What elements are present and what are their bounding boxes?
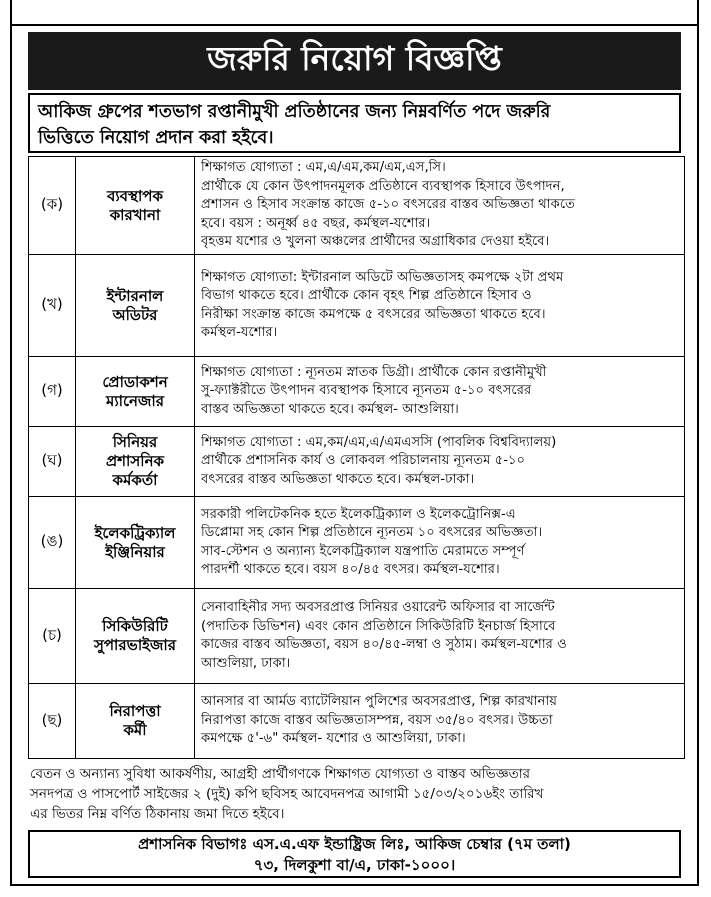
job-post-title (76, 497, 195, 589)
job-description (195, 684, 685, 759)
post-title-line: সুপারভাইজার (93, 636, 177, 654)
post-title-line: ইন্টারনাল (106, 286, 164, 305)
post-title-line: কারখানা (109, 205, 161, 224)
description-line: (পদাতিক ডিভিশন) এবং কোন প্রতিষ্ঠানে সিকিউরিটি ইনচার্জ হিসাবে (201, 618, 556, 634)
job-number: (চ) (29, 589, 76, 684)
job-number: (খ) (29, 255, 76, 357)
job-number: (ছ) (29, 684, 76, 759)
description-line: সরকারী পলিটেকনিক হতে ইলেকট্রিক্যাল ও ইলেকট্রোনিক্স-এ (201, 506, 516, 522)
job-description (195, 497, 685, 589)
job-number: (ঙ) (29, 497, 76, 589)
description-line: শিক্ষাগত যোগ্যতা: ইন্টারনাল অডিটে অভিজ্ঞতাসহ কমপক্ষে ২টা প্রথম (201, 269, 564, 285)
post-title-line: ব্যবস্থাপক (106, 186, 163, 205)
description-line: শিক্ষাগত যোগ্যতা : ন্যূনতম স্নাতক ডিগ্রী। প্রার্থীকে কোন রপ্তানীমুখী (201, 364, 547, 380)
intro-line: ভিত্তিতে নিয়োগ প্রদান করা হইবে। (38, 128, 274, 148)
intro-box (28, 93, 681, 153)
intro-line: আকিজ গ্রুপের শতভাগ রপ্তানীমুখী প্রতিষ্ঠানের জন্য নিম্নবর্ণিত পদে জরুরি (38, 102, 551, 122)
description-line: ডিপ্লোমা সহ কোন শিল্প প্রতিষ্ঠানে ন্যূনতম ১০ বৎসরের অভিজ্ঞতা। (201, 525, 543, 540)
post-title-line: ইলেকট্রিক্যাল (94, 523, 176, 542)
post-title-line: প্রশাসনিক (105, 452, 165, 470)
job-row (29, 157, 685, 255)
job-row (29, 427, 685, 497)
instruction-line: বেতন ও অন্যান্য সুবিধা আকর্ষণীয়, আগ্রহী প্রার্থীগণকে শিক্ষাগত যোগ্যতা ও বাস্তব অভিজ্ঞতার (30, 766, 531, 782)
instruction-line: এর ভিতর নিম্ন বর্ণিত ঠিকানায় জমা দিতে হইবে। (30, 806, 285, 822)
description-line: প্রশাসন ও হিসাব সংক্রান্ত কাজে ৫-১০ বৎসরের বাস্তব অভিজ্ঞতা থাকতে (201, 197, 576, 213)
job-description (195, 427, 685, 497)
job-description (195, 589, 685, 684)
job-description (195, 357, 685, 427)
job-post-title (76, 427, 195, 497)
post-title-line: ইঞ্জিনিয়ার (105, 542, 165, 561)
description-line: শিক্ষাগত যোগ্যতা : এম,এ/এম,কম/এম,এস,সি। (201, 160, 446, 176)
description-line: সেনাবাহিনীর সদ্য অবসরপ্রাপ্ত সিনিয়র ওয়ারেন্ট অফিসার বা সার্জেন্ট (201, 600, 555, 615)
instruction-line: সনদপত্র ও পাসপোর্ট সাইজের ২ (দুই) কপি ছবিসহ আবেদনপত্র আগামী ১৫/০৩/২০১৬ইং তারিখ (30, 786, 544, 802)
job-row (29, 255, 685, 357)
job-post-title (76, 589, 195, 684)
post-title-line: অডিটর (112, 305, 158, 324)
post-title-line: প্রোডাকশন (102, 372, 168, 391)
description-line: বৃহত্তম যশোর ও খুলনা অঞ্চলের প্রার্থীদের অগ্রাধিকার দেওয়া হইবে। (201, 234, 550, 250)
job-number: (ক) (29, 157, 76, 255)
description-line: কর্মস্থল-যশোর। (201, 325, 278, 340)
description-line: আনসার বা আর্মড ব্যাটেলিয়ান পুলিশের অবসরপ্রাপ্ত, শিল্প কারখানায় (201, 694, 558, 710)
description-line: কাজের বাস্তব অভিজ্ঞতা, বয়স ৪০/৪৫-লম্বা ও সুঠাম। কর্মস্থল-যশোর ও (201, 637, 567, 652)
description-line: বিভাগ থাকতে হবে। প্রার্থীকে কোন বৃহৎ শিল্প প্রতিষ্ঠানে হিসাব ও (201, 288, 532, 303)
application-instructions (30, 764, 679, 824)
job-post-title (76, 357, 195, 427)
top-border (12, 0, 697, 26)
description-line: পারদর্শী থাকতে হবে। বয়স ৪০/৪৫ বৎসর। কর্মস্থল-যশোর। (201, 562, 500, 577)
description-line: প্রার্থীকে যে কোন উৎপাদনমূলক প্রতিষ্ঠানে ব্যবস্থাপক হিসাবে উৎপাদন, (201, 178, 565, 194)
description-line: নিরাপত্তা কাজে বাস্তব অভিজ্ঞতাসম্পন্ন, বয়স ৩৫/৪০ বৎসর। উচ্চতা (201, 712, 553, 728)
description-line: সাব-স্টেশন ও অন্যান্য ইলেকট্রিক্যাল যন্ত্রপাতি মেরামতে সম্পূর্ণ (201, 543, 525, 559)
job-row (29, 684, 685, 759)
post-title-line: নিরাপত্তা (109, 702, 161, 720)
post-title-line: কর্মী (123, 721, 147, 739)
job-number: (ঘ) (29, 427, 76, 497)
description-line: বাস্তব অভিজ্ঞতা থাকতে হবে। কর্মস্থল- আশুলিয়া। (201, 401, 459, 417)
post-title-line: সিকিউরিটি (102, 617, 168, 635)
description-line: নিরীক্ষা সংক্রান্ত কাজে কমপক্ষে ৫ বৎসরের অভিজ্ঞতা থাকতে হবে। (201, 306, 546, 322)
job-post-title (76, 684, 195, 759)
description-line: সু-ফ্যাক্টরীতে উৎপাদন ব্যবস্থাপক হিসাবে ন্যূনতম ৫-১০ বৎসরের (201, 383, 532, 399)
post-title-line: কর্মকর্তা (112, 471, 158, 489)
job-number: (গ) (29, 357, 76, 427)
ad-title: জরুরি নিয়োগ বিজ্ঞপ্তি (28, 32, 681, 90)
description-line: কমপক্ষে ৫'-৬" কর্মস্থল- যশোর ও আশুলিয়া, ঢাকা। (201, 731, 466, 747)
job-row (29, 589, 685, 684)
address-box (28, 830, 681, 878)
description-line: প্রার্থীকে প্রশাসনিক কার্য ও লোকবল পরিচালনায় ন্যূনতম ৫-১০ (201, 453, 526, 469)
job-description (195, 157, 685, 255)
description-line: হবে। বয়স : অনূর্ধ্ব ৪৫ বছর, কর্মস্থল-যশোর। (201, 215, 431, 231)
job-row (29, 357, 685, 427)
post-title-line: ম্যানেজার (105, 391, 165, 410)
job-advertisement (10, 0, 699, 886)
post-title-line: সিনিয়র (112, 433, 158, 451)
job-row (29, 497, 685, 589)
jobs-table (28, 156, 685, 759)
description-line: বৎসরের বাস্তব অভিজ্ঞতা থাকতে হবে। কর্মস্থল-ঢাকা। (201, 471, 475, 487)
description-line: শিক্ষাগত যোগ্যতা : এম,কম/এম,এ/এমএসসি (পাবলিক বিশ্ববিদ্যালয়) (201, 434, 557, 450)
job-post-title (76, 157, 195, 255)
description-line: আশুলিয়া, ঢাকা। (201, 655, 291, 671)
address-line: ৭৩, দিলকুশা বা/এ, ঢাকা-১০০০। (253, 856, 456, 874)
job-description (195, 255, 685, 357)
address-line: প্রশাসনিক বিভাগঃ এস.এ.এফ ইন্ডাষ্ট্রিজ লিঃ, আকিজ চেম্বার (৭ম তলা) (138, 835, 571, 853)
job-post-title (76, 255, 195, 357)
